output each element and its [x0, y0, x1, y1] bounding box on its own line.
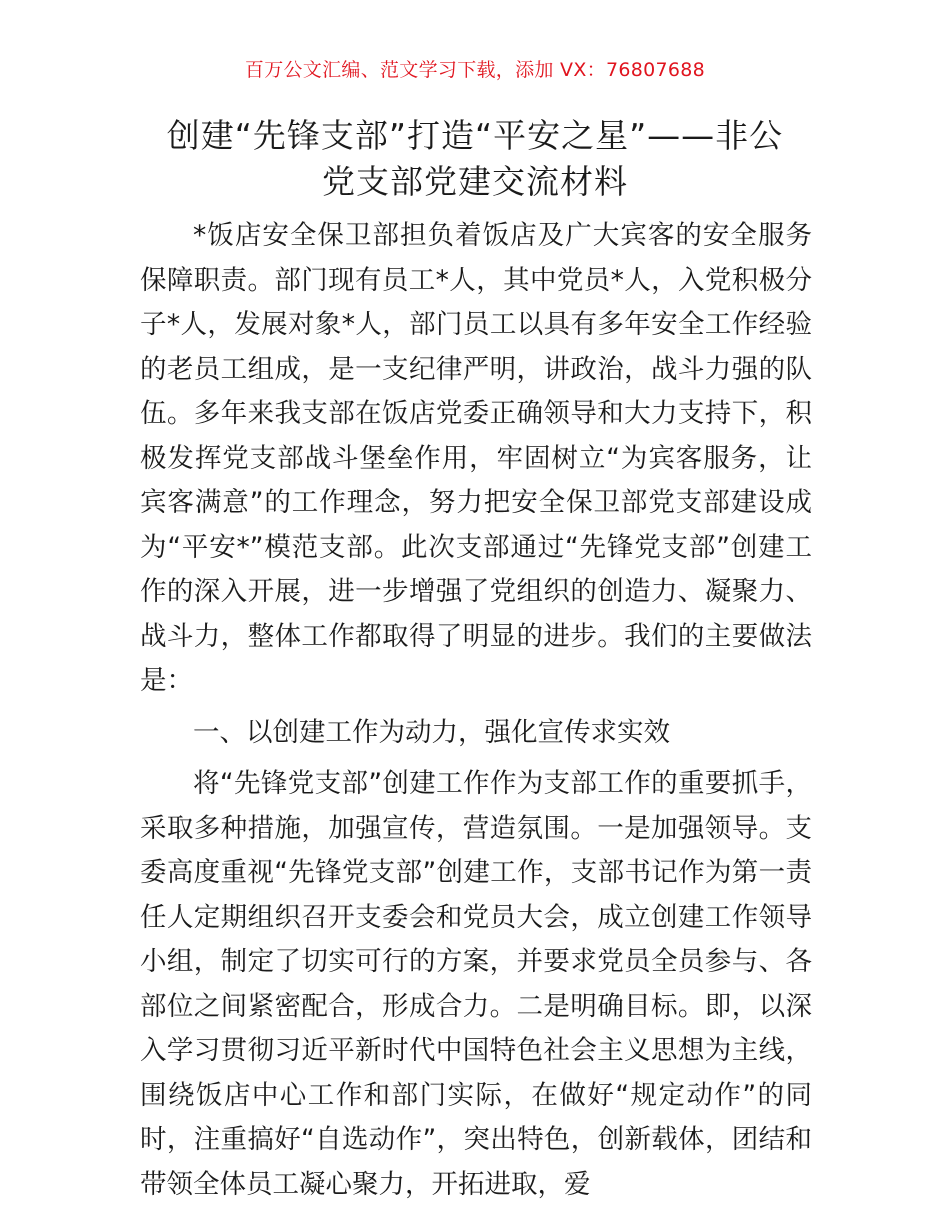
paragraph-section-1: 将“先锋党支部”创建工作作为支部工作的重要抓手，采取多种措施，加强宣传，营造氛围。一是加强领导。支委高度重视“先锋党支部”创建工作，支部书记作为第一责任人定期组织召开支委会和党员大会，成立创建工作领导小组，制定了切实可行的方案，并要求党员全员参与、各部位之间紧密配合，形成合力。二是明确目标。即，以深入学习贯彻习近平新时代中国特色社会主义思想为主线，围绕饭店中心工作和部门实际，在做好“规定动作”的同时，注重搞好“自选动作”，突出特色，创新载体，团结和带领全体员工凝心聚力，开拓进取，爱: [140, 768, 812, 1200]
title-line-2: 党支部党建交流材料: [322, 162, 628, 201]
promo-banner: 百万公文汇编、范文学习下载，添加 VX：76807688: [244, 59, 706, 81]
document-body: [140, 214, 812, 1207]
section-heading-1: 一、以创建工作为动力，强化宣传求实效: [193, 716, 670, 748]
document-title: [100, 113, 850, 205]
paragraph-intro: *饭店安全保卫部担负着饭店及广大宾客的安全服务保障职责。部门现有员工*人，其中党员*人，入党积极分子*人，发展对象*人，部门员工以具有多年安全工作经验的老员工组成，是一支纪律严明，讲政治，战斗力强的队伍。多年来我支部在饭店党委正确领导和大力支持下，积极发挥党支部战斗堡垒作用，牢固树立“为宾客服务，让宾客满意”的工作理念，努力把安全保卫部党支部建设成为“平安*”模范支部。此次支部通过“先锋党支部”创建工作的深入开展，进一步增强了党组织的创造力、凝聚力、战斗力，整体工作都取得了明显的进步。我们的主要做法是：: [140, 220, 812, 696]
title-line-1: 创建“先锋支部”打造“平安之星”——非公: [166, 116, 784, 155]
